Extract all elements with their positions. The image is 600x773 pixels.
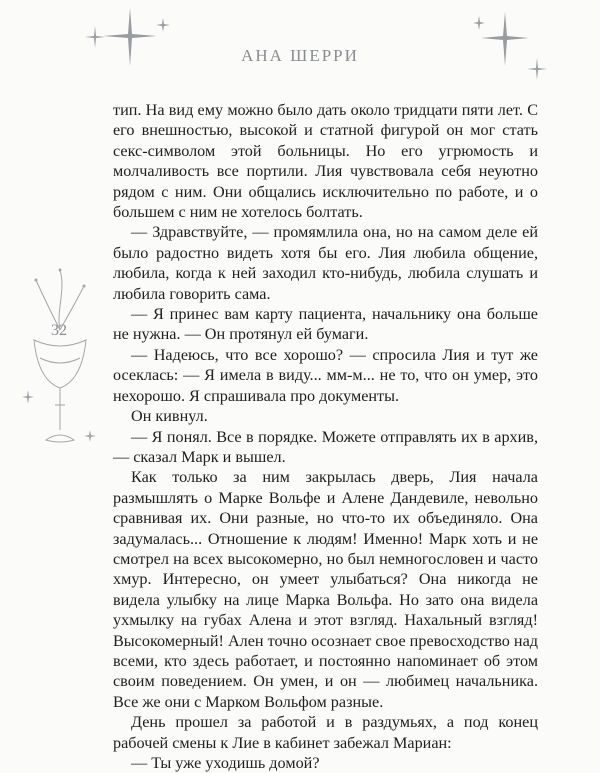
running-header-author: АНА ШЕРРИ [241, 46, 359, 65]
page-number: 32 [51, 322, 67, 339]
goblet-ornament-icon [20, 260, 100, 460]
paragraph: Он кивнул. [131, 407, 208, 426]
paragraph: Как только за ним закрылась дверь, Лия начала размышлять о Марке Вольфе и Алене Дандевиле, невольно сравнивая их. Они разные, но что-то их объединяло. Она задумалась... Отношение к людям! Именно! Марк хоть и не смотрел на всех высокомерно, но был немногословен и часто хмур. Интересно, он умеет улыбаться? Она никогда не видела улыбку на лице Марка Вольфа. Но зато она видела ухмылку на губах Алена и этот взгляд. Нахальный взгляд! Высокомерный! Ален точно осознает свое превосходство над всеми, кто здесь работает, и постоянно напоминает об этом своим поведением. Он умен, и он — любимец начальника. Все же они с Марком Вольфом разные. [113, 468, 538, 711]
paragraph: — Я принес вам карту пациента, начальнику она больше не нужна. — Он протянул ей бумаги. [113, 305, 538, 344]
paragraph: День прошел за работой и в раздумьях, а под конец рабочей смены к Лие в кабинет забежал Мариан: [113, 713, 538, 752]
paragraph: — Здравствуйте, — промямлила она, но на самом деле ей было радостно видеть хотя бы его. Лия любила общение, любила, когда к ней заходил кто-нибудь, любила слушать и любила говорить сама. [113, 223, 538, 303]
paragraph: тип. На вид ему можно было дать около тридцати пяти лет. С его внешностью, высокой и статной фигурой он мог стать секс-символом этой больницы. Но его угрюмость и молчаливость все портили. Лия чувствовала себя неуютно рядом с ним. Они общались исключительно по работе, и о большем с ним не хотелось болтать. [113, 101, 538, 222]
paragraph: — Я понял. Все в порядке. Можете отправлять их в архив, — сказал Марк и вышел. [113, 427, 538, 466]
paragraph: — Ты уже уходишь домой? [131, 754, 320, 772]
body-text [113, 100, 538, 773]
paragraph: — Надеюсь, что все хорошо? — спросила Лия и тут же осеклась: — Я имела в виду... мм-м... не то, что он умер, это нехорошо. Я спрашивала про документы. [113, 345, 538, 405]
